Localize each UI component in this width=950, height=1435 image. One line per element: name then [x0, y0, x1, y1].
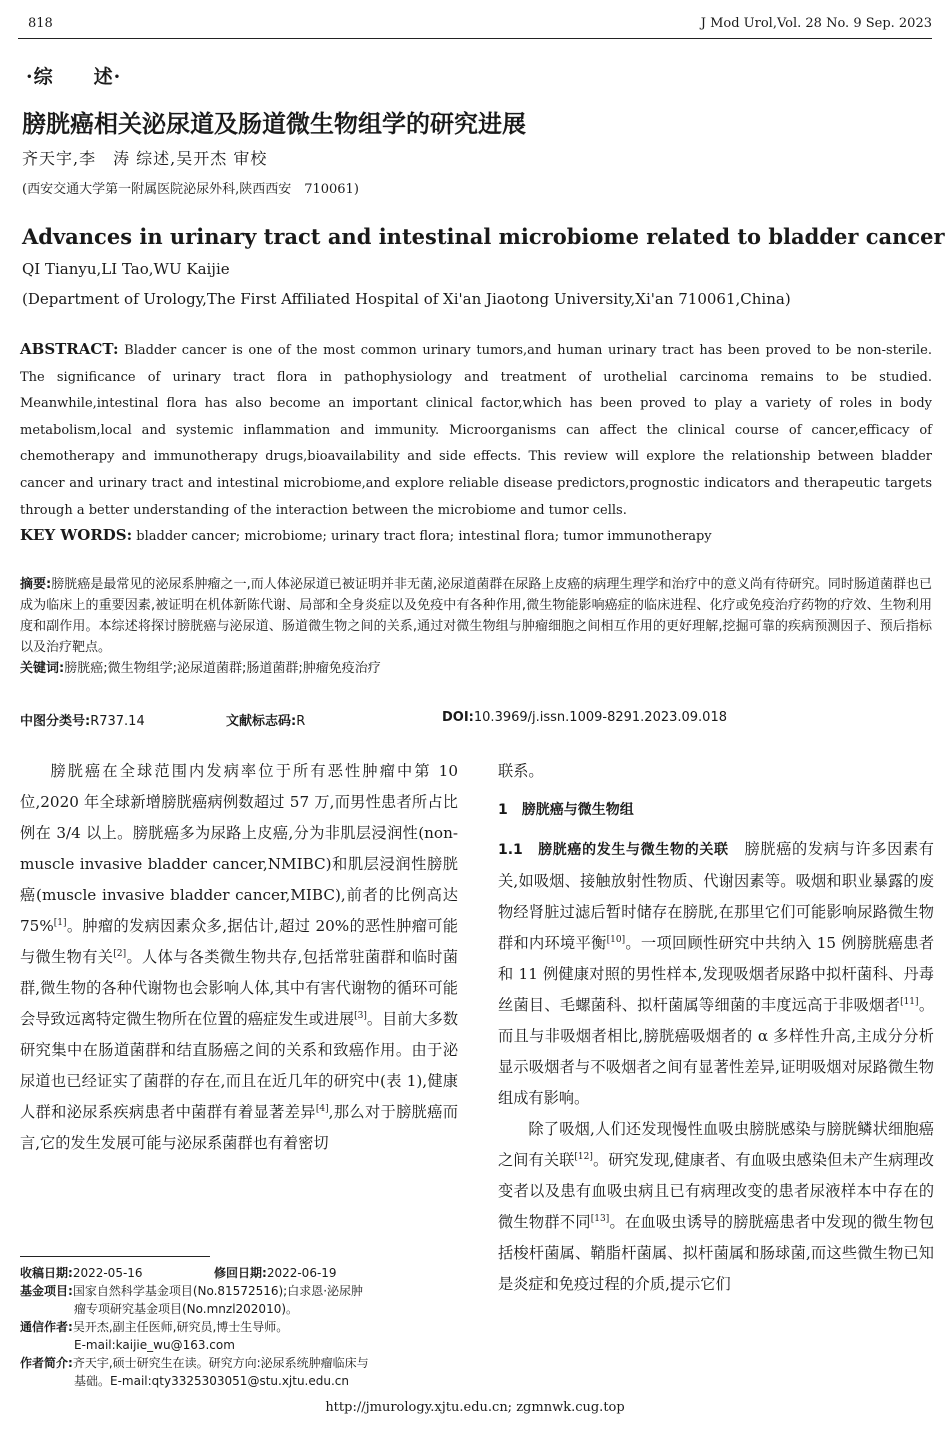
keywords-en: [20, 526, 932, 544]
keywords-en-text: bladder cancer; microbiome; urinary tract flora; intestinal flora; tumor immunotherapy: [136, 529, 712, 544]
citation-ref: [13]: [590, 1213, 610, 1224]
authors-cn: 齐天宇,李 涛 综述,吴开杰 审校: [22, 149, 268, 168]
footer-urls: http://jmurology.xjtu.edu.cn; zgmnwk.cug.top: [325, 1400, 625, 1415]
authors-en: QI Tianyu,LI Tao,WU Kaijie: [22, 260, 230, 278]
citation-ref: [11]: [900, 996, 919, 1007]
footnote-rule: [20, 1256, 210, 1257]
abstract-cn-text: 膀胱癌是最常见的泌尿系肿瘤之一,而人体泌尿道已被证明并非无菌,泌尿道菌群在尿路上皮癌的病理生理学和治疗中的意义尚有待研究。同时肠道菌群也已成为临床上的重要因素,被证明在机体新陈代谢、局部和全身炎症以及免疫中有各种作用,微生物能影响癌症的临床进程、化疗或免疫治疗药物的疗效、生物利用度和副作用。本综述将探讨膀胱癌与泌尿道、肠道微生物之间的关系,通过对微生物组与肿瘤细胞之间相互作用的更好理解,挖掘可靠的疾病预测因子、预后指标以及治疗靶点。: [20, 577, 933, 655]
citation-ref: [3]: [354, 1010, 367, 1021]
abstract-en: [20, 336, 932, 524]
citation-ref: [1]: [53, 917, 67, 928]
paragraph-1-1: 1.1 膀胱癌的发生与微生物的关联 膀胱癌的发病与许多因素有关,如吸烟、接触放射性物质、代谢因素等。吸烟和职业暴露的废物经肾脏过滤后暂时储存在膀胱,在那里它们可能影响尿路微生物群和内环境平衡[10]。一项回顾性研究中共纳入 15 例膀胱癌患者和 11 例健康对照的男性样本,发现吸烟者尿路中拟杆菌科、丹毒丝菌目、毛螺菌科、拟杆菌属等细菌的丰度远高于非吸烟者[11]。而且与非吸烟者相比,膀胱癌吸烟者的 α 多样性升高,主成分分析显示吸烟者与不吸烟者之间有显著性差异,证明吸烟对尿路微生物组成有影响。: [498, 840, 935, 1107]
paragraph-schistosoma: 除了吸烟,人们还发现慢性血吸虫膀胱感染与膀胱鳞状细胞癌之间有关联[12]。研究发现,健康者、有血吸虫感染但未产生病理改变者以及患有血吸虫病且已有病理改变的患者尿液样本中存在的微生物群不同[13]。在血吸虫诱导的膀胱癌患者中发现的微生物包括梭杆菌属、鞘脂杆菌属、拟杆菌属和肠球菌,而这些微生物已知是炎症和免疫过程的介质,提示它们: [498, 1120, 935, 1293]
corresponding-email: E-mail:kaijie_wu@163.com: [74, 1338, 235, 1352]
affiliation-cn: (西安交通大学第一附属医院泌尿外科,陕西西安 710061): [22, 182, 359, 197]
footnotes: 收稿日期:2022-05-16 修回日期:2022-06-19 基金项目:国家自然科学基金项目(No.81572516);白求恩·泌尿肿 瘤专项研究基金项目(No.mnzl202010)。 通信作者:吴开杰,副主任医师,研究员,博士生导师。 E-mail:kaijie_wu@163.com 作者简介:齐天宇,硕士研究生在读。研究方向:泌尿系统肿瘤临床与 基础。E-mail:qty3325303051@stu.xjtu.edu.cn: [20, 1264, 462, 1390]
citation-ref: [10]: [606, 934, 626, 945]
keywords-cn-label: 关键词:: [20, 661, 65, 676]
abstract-cn: [20, 574, 932, 679]
keywords-cn-text: 膀胱癌;微生物组学;泌尿道菌群;肠道菌群;肿瘤免疫治疗: [64, 661, 381, 676]
keywords-en-label: KEY WORDS:: [20, 526, 133, 544]
body-column-right: [498, 756, 934, 1300]
abstract-cn-label: 摘要:: [20, 577, 52, 592]
body-column-left: [20, 756, 458, 1159]
fund-line: 基金项目:国家自然科学基金项目(No.81572516);白求恩·泌尿肿: [20, 1284, 364, 1298]
doi: DOI:10.3969/j.issn.1009-8291.2023.09.018: [442, 710, 727, 725]
title-en: Advances in urinary tract and intestinal microbiome related to bladder cancer: [22, 224, 945, 249]
title-cn: 膀胱癌相关泌尿道及肠道微生物组学的研究进展: [22, 109, 526, 138]
abstract-en-text: Bladder cancer is one of the most common urinary tumors,and human urinary tract has been proved to be non-sterile. The significance of urinary tract flora in pathophysiology and treatment of urothelial carcinoma remains to be studied. Meanwhile,intestinal flora has also become an important clinical factor,which has been proved to play a variety of roles in body metabolism,local and systemic inflammation and immunity. Microorganisms can affect the clinical course of cancer,efficacy of chemotherapy and immunotherapy drugs,bioavailability and side effects. This review will explore the relationship between bladder cancer and urinary tract and intestinal microbiome,and explore reliable disease predictors,prognostic indicators and therapeutic targets through a better understanding of the interaction between the microbiome and tumor cells.: [20, 343, 932, 518]
citation-ref: [2]: [113, 948, 127, 959]
author-bio: 作者简介:齐天宇,硕士研究生在读。研究方向:泌尿系统肿瘤临床与: [20, 1356, 369, 1370]
document-code: 文献标志码:R: [226, 714, 306, 729]
clc-code: 中图分类号:R737.14: [20, 714, 145, 729]
citation-ref: [12]: [574, 1151, 593, 1162]
header-rule: [18, 38, 932, 39]
corresponding-author: 通信作者:吴开杰,副主任医师,研究员,博士生导师。: [20, 1320, 289, 1334]
journal-citation: J Mod Urol,Vol. 28 No. 9 Sep. 2023: [700, 16, 932, 31]
paragraph-intro: 膀胱癌在全球范围内发病率位于所有恶性肿瘤中第 10 位,2020 年全球新增膀胱癌病例数超过 57 万,而男性患者所占比例在 3/4 以上。膀胱癌多为尿路上皮癌,分为非肌层浸润性(non-muscle invasive bladder cancer,NMIBC)和肌层浸润性膀胱癌(muscle invasive bladder cancer,MIBC),前者的比例高达 75%[1]。肿瘤的发病因素众多,据估计,超过 20%的恶性肿瘤可能与微生物有关[2]。人体与各类微生物共存,包括常驻菌群和临时菌群,微生物的各种代谢物也会影响人体,其中有害代谢物的循环可能会导致远离特定微生物所在位置的癌症发生或进展[3]。目前大多数研究集中在肠道菌群和结直肠癌之间的关系和致癌作用。由于泌尿道也已经证实了菌群的存在,而且在近几年的研究中(表 1),健康人群和泌尿系疾病患者中菌群有着显著差异[4],那么对于膀胱癌而言,它的发生发展可能与泌尿系菌群也有着密切: [20, 762, 459, 1152]
affiliation-en: (Department of Urology,The First Affiliated Hospital of Xi'an Jiaotong University,Xi'an 710061,China): [22, 290, 791, 308]
subsection-heading-1-1: 1.1 膀胱癌的发生与微生物的关联: [498, 842, 729, 858]
section-tag: ·综 述·: [26, 66, 122, 88]
section-heading-1: 1 膀胱癌与微生物组: [498, 802, 634, 818]
paragraph-continuation: 联系。: [498, 762, 544, 780]
citation-ref: [4]: [315, 1103, 329, 1114]
abstract-en-label: ABSTRACT:: [20, 340, 119, 358]
page-number: 818: [28, 16, 53, 31]
dates-line: 收稿日期:2022-05-16 修回日期:2022-06-19: [20, 1266, 337, 1280]
